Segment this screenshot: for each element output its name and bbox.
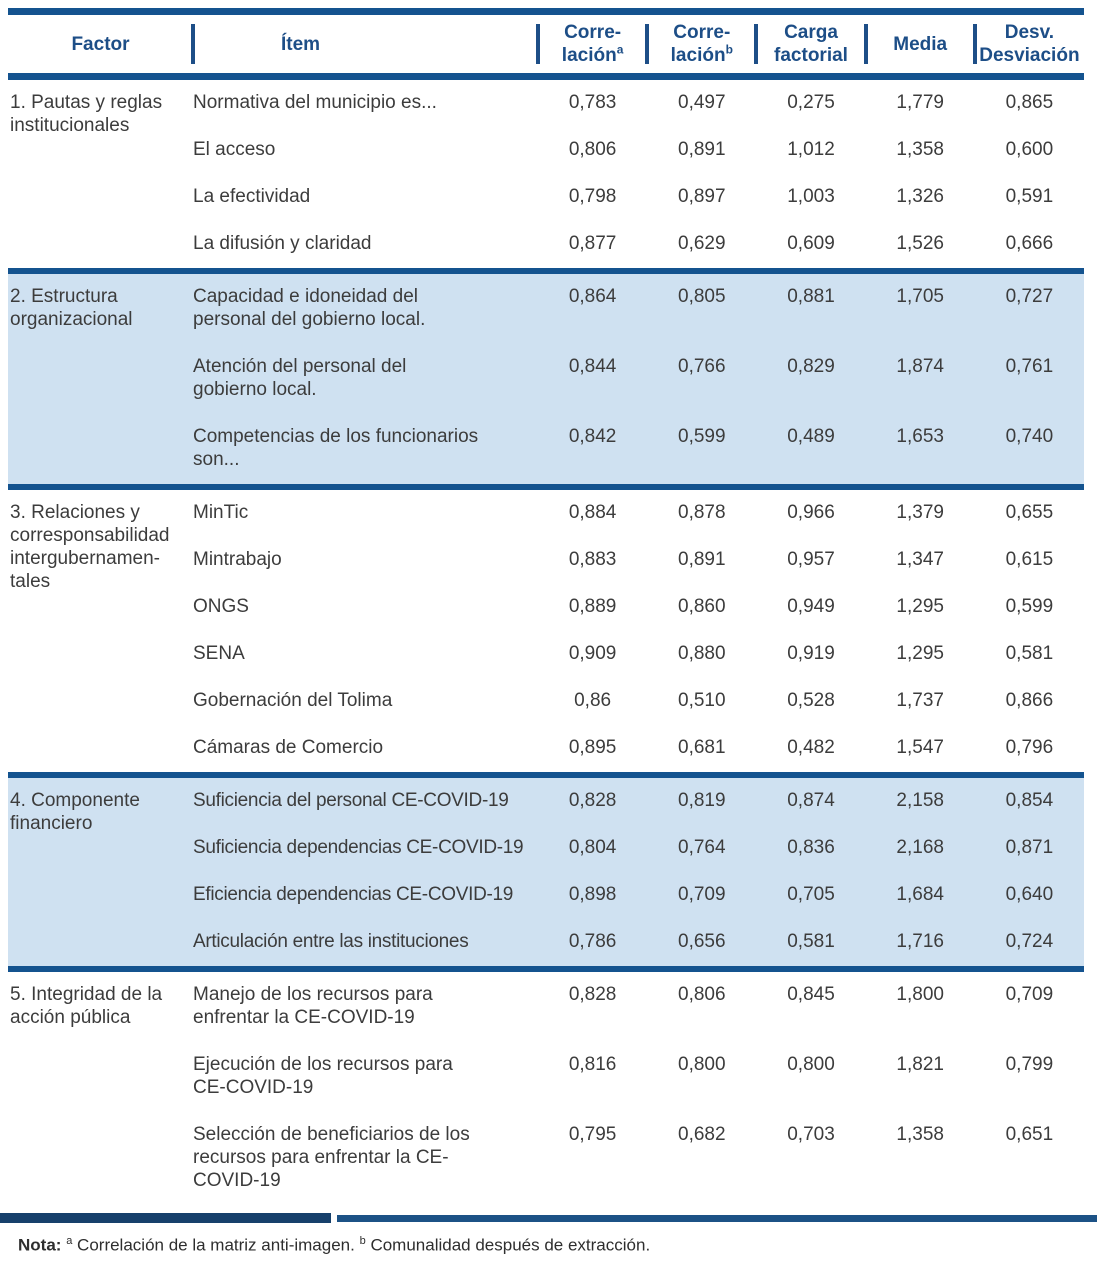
value-cell: 2,168	[896, 837, 944, 858]
value-cell: 0,836	[787, 837, 835, 858]
value-cell: 0,806	[568, 139, 617, 160]
value-cell: 0,510	[678, 690, 726, 711]
note-superscript-b: b	[359, 1235, 366, 1247]
value-cell: 0,860	[678, 596, 726, 617]
factor-label: 3. Relaciones y corresponsabilidad intergubernamen- tales	[10, 502, 170, 592]
value-cell: 0,709	[1005, 984, 1054, 1005]
value-cell: 0,795	[568, 1124, 617, 1145]
factor-section	[8, 772, 1084, 966]
value-cell: 1,547	[896, 737, 944, 758]
factor-section	[8, 966, 1084, 1205]
value-cell: 1,347	[896, 549, 944, 570]
item-cell: Competencias de los funcionarios son...	[193, 426, 479, 470]
value-cell: 0,919	[787, 643, 835, 664]
value-cell: 1,874	[896, 356, 944, 377]
value-cell: 1,326	[896, 186, 944, 207]
value-cell: 0,724	[1005, 931, 1054, 952]
item-cell: Gobernación del Tolima	[193, 690, 393, 711]
item-cell: Capacidad e idoneidad del personal del gobierno local.	[193, 286, 426, 330]
value-cell: 0,796	[1005, 737, 1054, 758]
value-cell: 1,653	[896, 426, 944, 447]
value-cell: 0,275	[787, 92, 835, 113]
value-cell: 2,158	[896, 790, 944, 811]
value-cell: 1,358	[896, 1124, 944, 1145]
item-cell: El acceso	[193, 139, 276, 160]
value-cell: 0,666	[1005, 233, 1054, 254]
value-cell: 0,877	[568, 233, 617, 254]
value-cell: 0,581	[787, 931, 835, 952]
value-cell: 1,295	[896, 596, 944, 617]
value-cell: 0,898	[568, 884, 617, 905]
value-cell: 1,821	[896, 1054, 944, 1075]
item-cell: Cámaras de Comercio	[193, 737, 384, 758]
value-cell: 0,806	[678, 984, 726, 1005]
value-cell: 0,828	[568, 984, 617, 1005]
superscript-a: a	[616, 42, 624, 57]
value-cell: 0,655	[1005, 502, 1054, 523]
item-cell: Manejo de los recursos para enfrentar la CE-COVID-19	[193, 984, 433, 1028]
value-cell: 0,599	[1005, 596, 1054, 617]
item-cell: SENA	[193, 643, 245, 664]
value-cell: 0,909	[568, 643, 617, 664]
header-rule	[8, 73, 1084, 80]
value-cell: 0,764	[678, 837, 726, 858]
value-cell: 0,799	[1005, 1054, 1054, 1075]
table-body	[8, 80, 1084, 1205]
note-superscript-a: a	[66, 1235, 73, 1247]
value-cell: 0,891	[678, 139, 726, 160]
header-media: Media	[866, 15, 975, 73]
value-cell: 0,829	[787, 356, 835, 377]
value-cell: 0,600	[1005, 139, 1054, 160]
value-cell: 0,804	[568, 837, 617, 858]
value-cell: 0,881	[787, 286, 835, 307]
value-cell: 0,656	[678, 931, 726, 952]
item-cell: ONGS	[193, 596, 249, 617]
factor-section	[8, 268, 1084, 484]
value-cell: 1,716	[896, 931, 944, 952]
value-cell: 0,878	[678, 502, 726, 523]
value-cell: 0,528	[787, 690, 835, 711]
value-cell: 1,779	[896, 92, 944, 113]
footer-bar-right	[337, 1215, 1097, 1222]
value-cell: 0,865	[1005, 92, 1054, 113]
value-cell: 0,581	[1005, 643, 1054, 664]
note-label: Nota:	[18, 1235, 62, 1255]
value-cell: 0,866	[1005, 690, 1054, 711]
item-cell: Atención del personal del gobierno local.	[193, 356, 407, 400]
item-cell: Mintrabajo	[193, 549, 282, 570]
value-cell: 0,489	[787, 426, 835, 447]
item-cell: Eficiencia dependencias CE-COVID-19	[193, 884, 514, 905]
value-cell: 0,844	[568, 356, 617, 377]
value-cell: 0,709	[678, 884, 726, 905]
factor-section	[8, 80, 1084, 268]
value-cell: 0,783	[568, 92, 617, 113]
superscript-b: b	[725, 42, 733, 57]
value-cell: 1,295	[896, 643, 944, 664]
value-cell: 0,798	[568, 186, 617, 207]
value-cell: 0,874	[787, 790, 835, 811]
value-cell: 0,966	[787, 502, 835, 523]
value-cell: 0,884	[568, 502, 617, 523]
value-cell: 1,737	[896, 690, 944, 711]
value-cell: 0,883	[568, 549, 617, 570]
value-cell: 0,871	[1005, 837, 1054, 858]
top-rule	[8, 8, 1084, 15]
header-correlacion-b: Corre- lación$^b$	[647, 15, 756, 73]
value-cell: 1,684	[896, 884, 944, 905]
value-cell: 0,86	[574, 690, 612, 711]
value-cell: 1,003	[787, 186, 835, 207]
value-cell: 0,640	[1005, 884, 1054, 905]
value-cell: 0,816	[568, 1054, 617, 1075]
value-cell: 0,497	[678, 92, 726, 113]
table-note: Nota: $^a$ Correlación de la matriz anti-imagen. $^b$ Comunalidad después de extracción.	[18, 1235, 651, 1255]
header-factor	[8, 15, 193, 73]
value-cell: 0,681	[678, 737, 726, 758]
item-cell: La efectividad	[193, 186, 311, 207]
factor-section	[8, 484, 1084, 772]
value-cell: 0,727	[1005, 286, 1054, 307]
value-cell: 0,949	[787, 596, 835, 617]
item-cell: Ejecución de los recursos para CE-COVID-19	[193, 1054, 453, 1098]
value-cell: 0,880	[678, 643, 726, 664]
value-cell: 0,615	[1005, 549, 1054, 570]
value-cell: 0,842	[568, 426, 617, 447]
value-cell: 1,800	[896, 984, 944, 1005]
value-cell: 0,761	[1005, 356, 1054, 377]
factor-label: 5. Integridad de la acción pública	[10, 984, 163, 1028]
item-cell: Normativa del municipio es...	[193, 92, 437, 113]
item-cell: MinTic	[193, 502, 249, 523]
item-cell: Selección de beneficiarios de los recursos para enfrentar la CE-COVID-19	[193, 1124, 470, 1191]
factor-label: 2. Estructura organizacional	[10, 286, 133, 330]
value-cell: 0,703	[787, 1124, 835, 1145]
value-cell: 0,740	[1005, 426, 1054, 447]
header-carga-factorial: Carga factorial	[756, 15, 865, 73]
value-cell: 0,609	[787, 233, 835, 254]
value-cell: 0,705	[787, 884, 835, 905]
factor-label: 1. Pautas y reglas institucionales	[10, 92, 163, 136]
value-cell: 0,854	[1005, 790, 1054, 811]
value-cell: 0,805	[678, 286, 726, 307]
footer-bar-left	[0, 1213, 331, 1223]
value-cell: 0,800	[678, 1054, 726, 1075]
value-cell: 1,358	[896, 139, 944, 160]
value-cell: 0,766	[678, 356, 726, 377]
header-correlacion-a: Corre- lación$^a$	[538, 15, 647, 73]
value-cell: 0,957	[787, 549, 835, 570]
value-cell: 0,897	[678, 186, 726, 207]
value-cell: 0,889	[568, 596, 617, 617]
value-cell: 1,705	[896, 286, 944, 307]
value-cell: 0,629	[678, 233, 726, 254]
item-cell: La difusión y claridad	[193, 233, 372, 254]
factor-label: 4. Componente financiero	[10, 790, 140, 834]
table-header	[8, 15, 1084, 73]
value-cell: 0,591	[1005, 186, 1054, 207]
header-item	[193, 15, 538, 73]
value-cell: 0,864	[568, 286, 617, 307]
value-cell: 0,891	[678, 549, 726, 570]
header-item-label: Ítem	[281, 33, 321, 55]
value-cell: 0,599	[678, 426, 726, 447]
item-cell: Suficiencia dependencias CE-COVID-19	[193, 837, 524, 858]
item-cell: Articulación entre las instituciones	[193, 931, 469, 952]
header-factor-label: Factor	[71, 33, 130, 55]
item-cell: Suficiencia del personal CE-COVID-19	[193, 790, 509, 811]
value-cell: 0,800	[787, 1054, 835, 1075]
value-cell: 0,682	[678, 1124, 726, 1145]
value-cell: 1,012	[787, 139, 835, 160]
value-cell: 1,379	[896, 502, 944, 523]
value-cell: 0,482	[787, 737, 835, 758]
value-cell: 0,651	[1005, 1124, 1054, 1145]
header-desviacion: Desv. Desviación	[975, 15, 1084, 73]
value-cell: 0,845	[787, 984, 835, 1005]
value-cell: 0,895	[568, 737, 617, 758]
value-cell: 0,828	[568, 790, 617, 811]
value-cell: 1,526	[896, 233, 944, 254]
footer-bars	[0, 1213, 1097, 1223]
value-cell: 0,786	[568, 931, 617, 952]
value-cell: 0,819	[678, 790, 726, 811]
